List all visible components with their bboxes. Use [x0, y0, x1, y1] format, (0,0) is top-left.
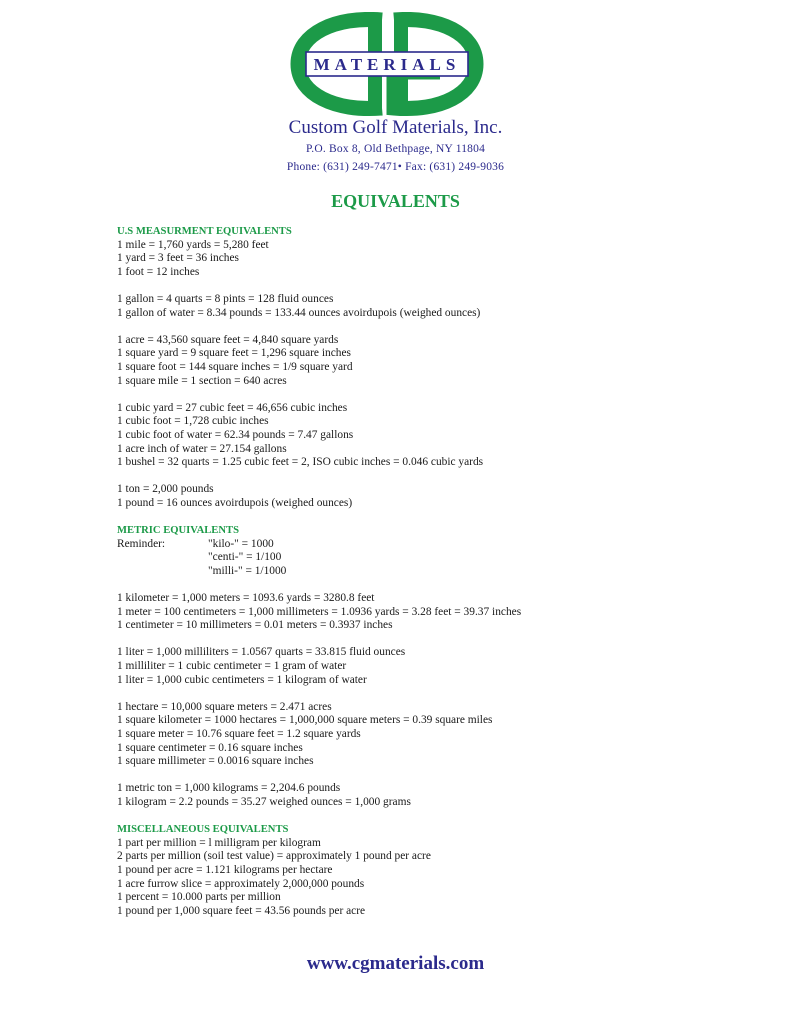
company-address: P.O. Box 8, Old Bethpage, NY 11804 — [305, 143, 486, 155]
misc-equivalents — [117, 837, 757, 919]
equivalent-line: 1 square millimeter = 0.0016 square inches — [117, 755, 314, 768]
equivalent-line: 1 centimeter = 10 millimeters = 0.01 meters = 0.3937 inches — [117, 619, 393, 632]
reminder-label: Reminder: — [117, 537, 166, 550]
equivalent-line: 1 percent = 10.000 parts per million — [117, 891, 281, 904]
equivalent-line: 1 square yard = 9 square feet = 1,296 square inches — [117, 347, 351, 360]
equivalents-content — [117, 225, 757, 918]
equivalent-line: 1 kilometer = 1,000 meters = 1093.6 yards = 3280.8 feet — [117, 592, 375, 605]
equivalent-line: 1 square mile = 1 section = 640 acres — [117, 374, 287, 387]
equivalent-line: 1 hectare = 10,000 square meters = 2.471 acres — [117, 700, 332, 713]
us-equivalents — [117, 239, 757, 511]
equivalent-line: 1 liter = 1,000 milliliters = 1.0567 quarts = 33.815 fluid ounces — [117, 646, 406, 659]
equivalent-line: 1 square foot = 144 square inches = 1/9 square yard — [117, 360, 353, 373]
equivalent-line: 1 cubic yard = 27 cubic feet = 46,656 cubic inches — [117, 401, 348, 414]
equivalent-line: 1 foot = 12 inches — [117, 265, 200, 278]
equivalent-line: 2 parts per million (soil test value) = approximately 1 pound per acre — [117, 850, 431, 863]
equivalent-line: 1 acre furrow slice = approximately 2,000,000 pounds — [117, 877, 365, 890]
equivalent-line: 1 square kilometer = 1000 hectares = 1,000,000 square meters = 0.39 square miles — [117, 714, 493, 727]
equivalent-line: 1 mile = 1,760 yards = 5,280 feet — [117, 238, 269, 251]
equivalent-line: 1 cubic foot of water = 62.34 pounds = 7.47 gallons — [117, 428, 354, 441]
equivalent-line: 1 acre = 43,560 square feet = 4,840 square yards — [117, 333, 339, 346]
equivalent-line: 1 bushel = 32 quarts = 1.25 cubic feet = 2, ISO cubic inches = 0.046 cubic yards — [117, 456, 484, 469]
equivalent-line: 1 part per million = l milligram per kilogram — [117, 836, 321, 849]
equivalent-group — [117, 293, 757, 320]
company-name: Custom Golf Materials, Inc. — [288, 117, 503, 138]
equivalent-line: 1 gallon = 4 quarts = 8 pints = 128 fluid ounces — [117, 292, 334, 305]
reminder-value: "centi-" = 1/100 — [208, 551, 282, 564]
equivalent-line: 1 ton = 2,000 pounds — [117, 483, 214, 496]
page-title: EQUIVALENTS — [331, 191, 460, 211]
equivalent-line: 1 liter = 1,000 cubic centimeters = 1 kilogram of water — [117, 673, 367, 686]
equivalent-line: 1 cubic foot = 1,728 cubic inches — [117, 415, 269, 428]
reminder-value: "milli-" = 1/1000 — [208, 564, 287, 577]
website-link[interactable]: www.cgmaterials.com — [306, 953, 485, 974]
equivalent-group — [117, 402, 757, 470]
misc-section-heading: MISCELLANEOUS EQUIVALENTS — [117, 824, 289, 836]
equivalent-line: 1 gallon of water = 8.34 pounds = 133.44 ounces avoirdupois (weighed ounces) — [117, 306, 481, 319]
equivalent-line: 1 square meter = 10.76 square feet = 1.2 square yards — [117, 727, 361, 740]
equivalent-line: 1 acre inch of water = 27.154 gallons — [117, 442, 287, 455]
equivalent-line: 1 square centimeter = 0.16 square inches — [117, 741, 303, 754]
company-phone-fax: Phone: (631) 249-7471• Fax: (631) 249-9036 — [286, 161, 505, 173]
reminder-values — [208, 538, 286, 579]
equivalent-group — [117, 646, 757, 687]
reminder-value: "kilo-" = 1000 — [208, 537, 274, 550]
metric-reminder — [117, 538, 757, 579]
metric-section-heading: METRIC EQUIVALENTS — [117, 525, 239, 537]
equivalent-group — [117, 334, 757, 388]
equivalent-line: 1 pound per acre = 1.121 kilograms per hectare — [117, 863, 333, 876]
equivalent-group — [117, 701, 757, 769]
equivalent-group — [117, 592, 757, 633]
equivalent-line: 1 kilogram = 2.2 pounds = 35.27 weighed ounces = 1,000 grams — [117, 795, 411, 808]
equivalent-line: 1 pound per 1,000 square feet = 43.56 pounds per acre — [117, 904, 366, 917]
metric-equivalents — [117, 592, 757, 810]
equivalent-line: 1 yard = 3 feet = 36 inches — [117, 252, 239, 265]
equivalent-group — [117, 239, 757, 280]
equivalent-line: 1 pound = 16 ounces avoirdupois (weighed ounces) — [117, 496, 353, 509]
equivalent-line: 1 meter = 100 centimeters = 1,000 millimeters = 1.0936 yards = 3.28 feet = 39.37 inches — [117, 605, 522, 618]
us-section-heading: U.S MEASURMENT EQUIVALENTS — [117, 226, 292, 237]
equivalent-group — [117, 782, 757, 809]
equivalent-line: 1 metric ton = 1,000 kilograms = 2,204.6 pounds — [117, 782, 341, 795]
logo-text: MATERIALS — [313, 55, 461, 74]
equivalent-line: 1 milliliter = 1 cubic centimeter = 1 gram of water — [117, 660, 347, 672]
equivalent-group — [117, 483, 757, 510]
cg-materials-logo — [290, 12, 484, 118]
